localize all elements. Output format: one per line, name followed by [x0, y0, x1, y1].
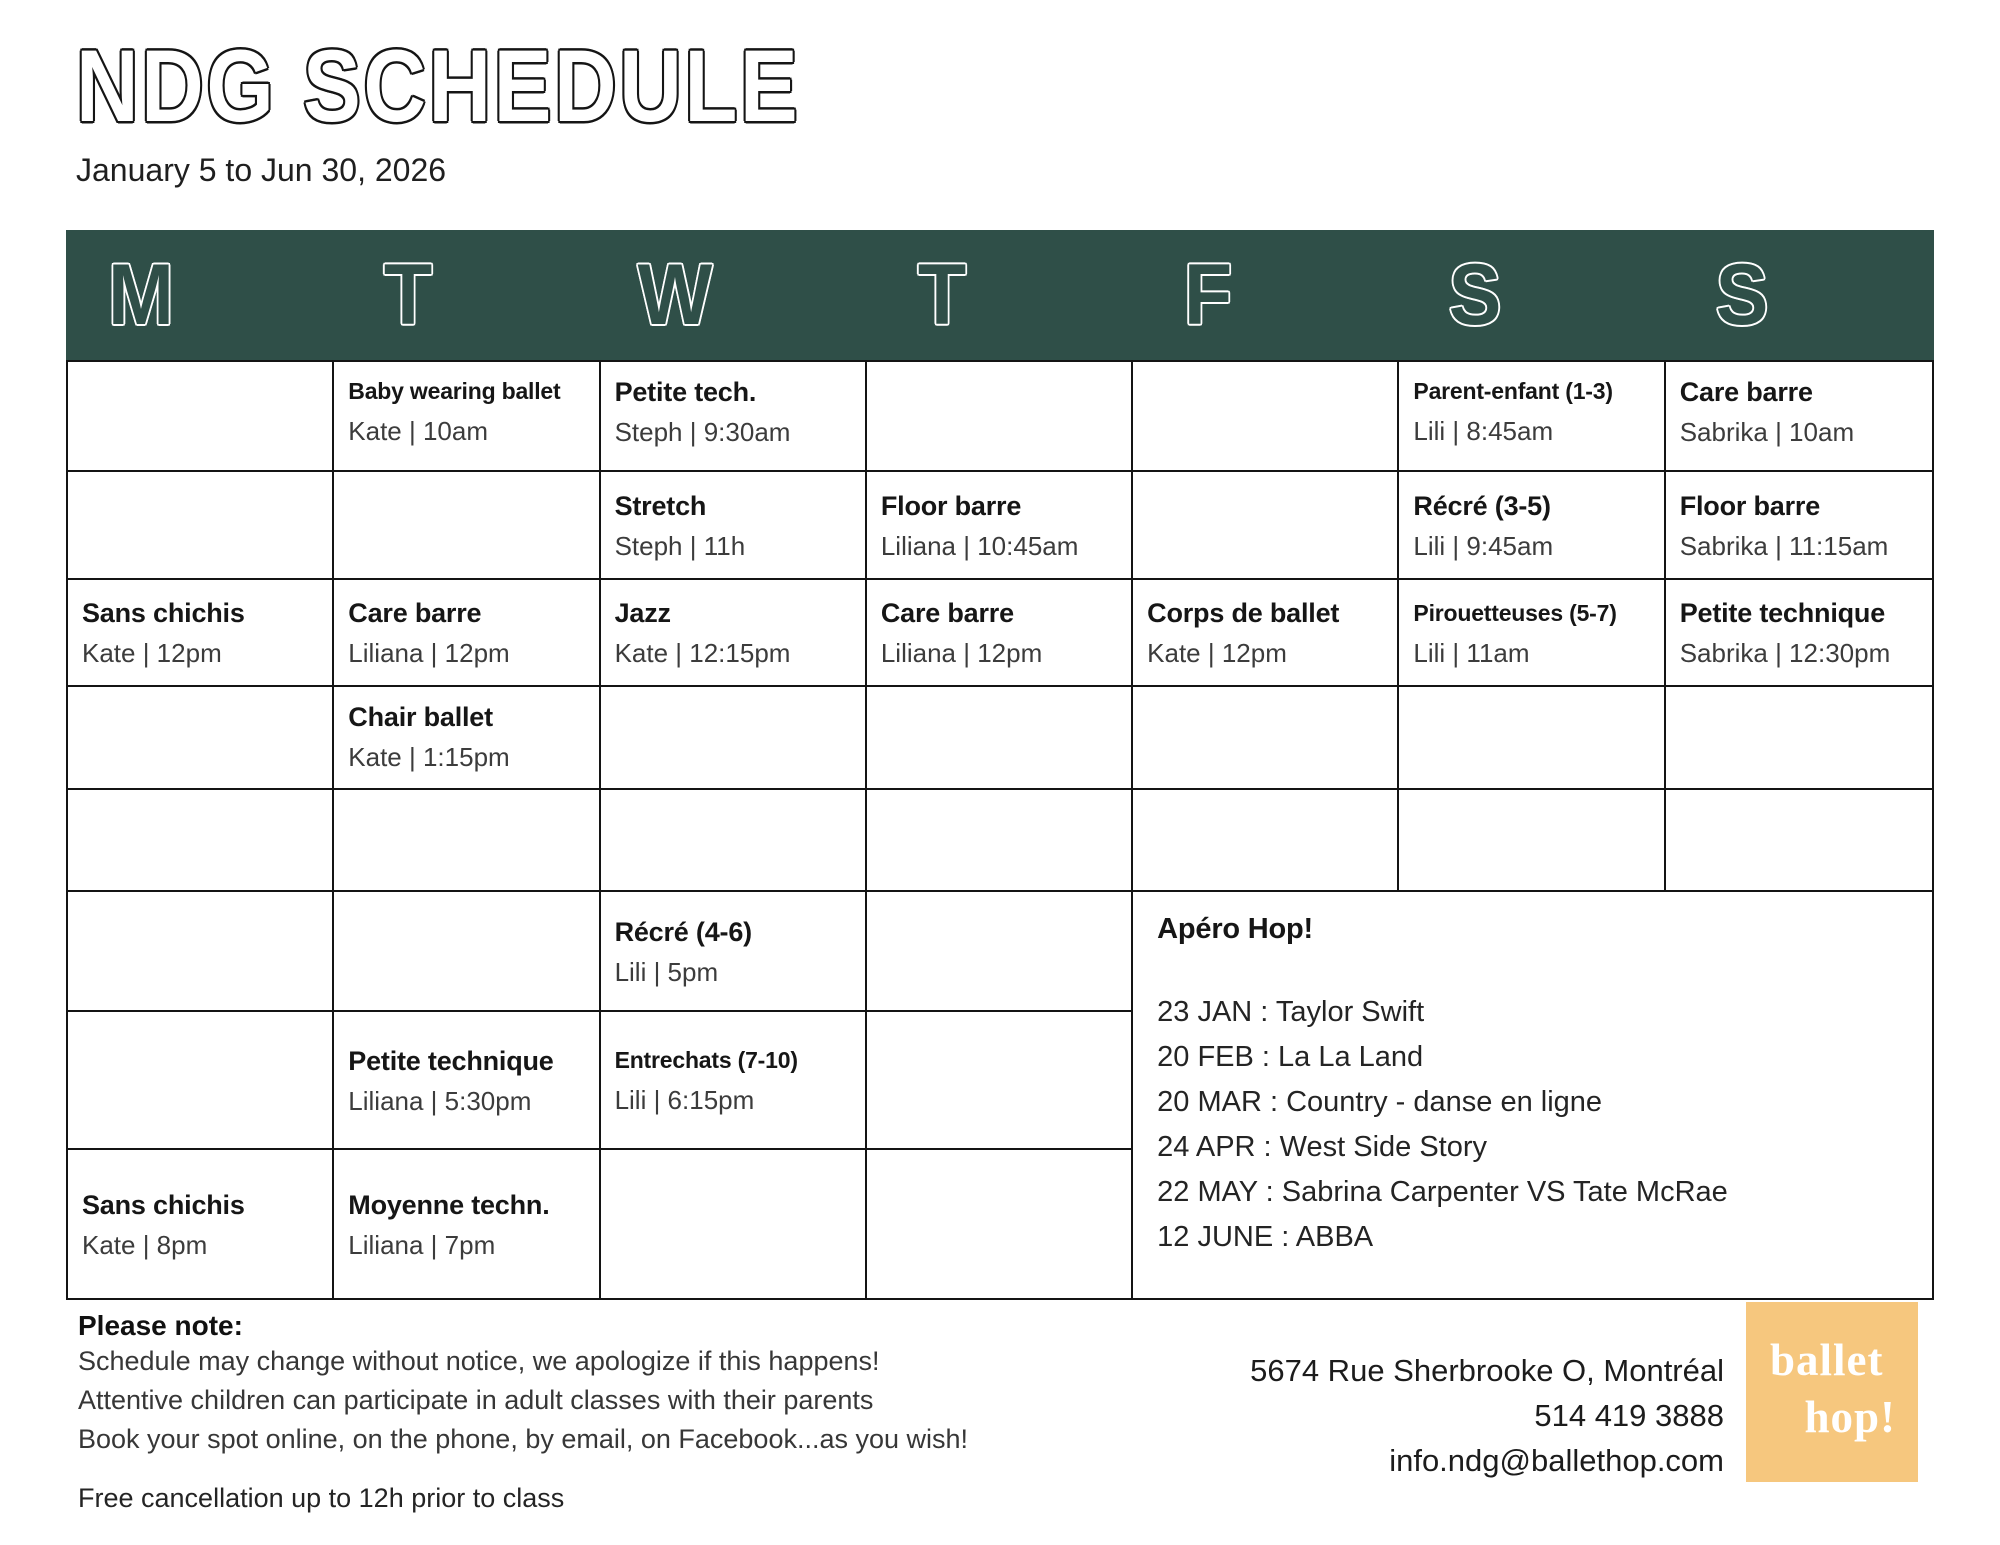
- schedule-cell: [1666, 362, 1932, 472]
- schedule-cell: [334, 362, 600, 472]
- day-header-band: [66, 230, 1934, 360]
- apero-event: 20 FEB : La La Land: [1157, 1041, 1424, 1073]
- class-title: Petite tech.: [614, 377, 757, 407]
- schedule-cell: [867, 790, 1133, 892]
- class-time: Kate | 12pm: [82, 638, 222, 668]
- day-header-sunday: [1667, 230, 1934, 360]
- class-title: Moyenne techn.: [348, 1189, 550, 1220]
- schedule-cell: [1133, 580, 1399, 687]
- class-time: Sabrika | 11:15am: [1679, 530, 1889, 561]
- schedule-cell: [68, 687, 334, 790]
- day-header-friday: [1133, 230, 1400, 360]
- schedule-cell: [68, 580, 334, 687]
- class-time: Kate | 12:15pm: [614, 638, 791, 668]
- schedule-cell: [1133, 687, 1399, 790]
- note-title: Please note:: [78, 1310, 243, 1341]
- schedule-cell: [1133, 790, 1399, 892]
- schedule-cell: [68, 1150, 334, 1298]
- day-letter: T: [383, 247, 433, 343]
- class-time: Kate | 10am: [348, 416, 489, 446]
- schedule-cell: [867, 687, 1133, 790]
- day-letter: F: [1184, 247, 1233, 343]
- class-title: Sans chichis: [82, 1189, 245, 1220]
- class-title: Parent-enfant (1-3): [1413, 378, 1613, 404]
- schedule-cell: [867, 362, 1133, 472]
- class-time: Liliana | 12pm: [348, 638, 510, 668]
- schedule-cell: [334, 790, 600, 892]
- class-time: Lili | 6:15pm: [614, 1085, 755, 1115]
- class-title: Entrechats (7-10): [614, 1047, 798, 1073]
- day-header-wednesday: [600, 230, 867, 360]
- class-title: Chair ballet: [348, 702, 493, 732]
- day-header-thursday: [867, 230, 1134, 360]
- apero-event: 20 MAR : Country - danse en ligne: [1157, 1086, 1603, 1118]
- note-line: Schedule may change without notice, we apologize if this happens!: [78, 1346, 880, 1376]
- day-header-monday: [66, 230, 333, 360]
- schedule-grid: [66, 360, 1934, 1300]
- contact-phone: 514 419 3888: [1534, 1398, 1724, 1433]
- schedule-cell: [1399, 687, 1665, 790]
- class-time: Steph | 9:30am: [614, 417, 791, 447]
- apero-event: 23 JAN : Taylor Swift: [1157, 996, 1425, 1028]
- schedule-cell: [1399, 472, 1665, 580]
- class-time: Kate | 1:15pm: [348, 742, 510, 772]
- schedule-cell: [867, 1012, 1133, 1150]
- class-title: Baby wearing ballet: [348, 378, 561, 404]
- logo-text-ballet: ballet: [1770, 1335, 1884, 1385]
- class-time: Kate | 12pm: [1147, 638, 1287, 668]
- class-title: Corps de ballet: [1147, 598, 1340, 628]
- class-title: Sans chichis: [82, 598, 245, 628]
- apero-event: 22 MAY : Sabrina Carpenter VS Tate McRae: [1157, 1176, 1728, 1208]
- day-letter: S: [1448, 247, 1502, 343]
- schedule-cell: [68, 790, 334, 892]
- notes-block: [78, 1310, 1078, 1514]
- schedule-cell: [601, 687, 867, 790]
- class-title: Floor barre: [880, 490, 1022, 521]
- class-title: Pirouetteuses (5-7): [1413, 599, 1617, 626]
- schedule-cell: [68, 472, 334, 580]
- schedule-cell: [334, 1150, 600, 1298]
- class-time: Lili | 5pm: [614, 956, 719, 987]
- schedule-cell: [601, 1012, 867, 1150]
- day-letter: S: [1715, 247, 1769, 343]
- schedule-cell: [334, 687, 600, 790]
- contact-email: info.ndg@ballethop.com: [1389, 1443, 1724, 1478]
- note-line: Book your spot online, on the phone, by email, on Facebook...as you wish!: [78, 1424, 969, 1454]
- contact-block: [1250, 1348, 1724, 1483]
- schedule-cell: [68, 1012, 334, 1150]
- schedule-cell: [1399, 362, 1665, 472]
- contact-address: 5674 Rue Sherbrooke O, Montréal: [1250, 1353, 1724, 1388]
- schedule-cell: [867, 1150, 1133, 1298]
- class-title: Récré (4-6): [614, 916, 752, 947]
- schedule-cell: [1133, 472, 1399, 580]
- class-title: Petite technique: [348, 1045, 554, 1076]
- schedule-cell: [1133, 362, 1399, 472]
- schedule-cell: [867, 580, 1133, 687]
- day-letter: T: [917, 247, 966, 343]
- schedule-cell: [1666, 790, 1932, 892]
- class-title: Care barre: [1679, 377, 1813, 407]
- schedule-cell: [334, 1012, 600, 1150]
- class-time: Lili | 11am: [1413, 637, 1530, 668]
- schedule-cell: [601, 580, 867, 687]
- day-header-saturday: [1400, 230, 1667, 360]
- class-time: Liliana | 7pm: [348, 1229, 496, 1260]
- schedule-cell: [1399, 580, 1665, 687]
- schedule-cell: [601, 790, 867, 892]
- schedule-cell: [334, 472, 600, 580]
- class-time: Liliana | 12pm: [880, 638, 1043, 668]
- schedule-cell: [1399, 790, 1665, 892]
- class-title: Jazz: [614, 598, 671, 628]
- class-time: Steph | 11h: [614, 530, 746, 561]
- apero-event: 24 APR : West Side Story: [1157, 1131, 1488, 1163]
- class-title: Petite technique: [1679, 598, 1886, 628]
- class-time: Liliana | 10:45am: [880, 530, 1079, 561]
- ballet-hop-logo: [1746, 1302, 1918, 1482]
- apero-hop-cell: [1133, 892, 1932, 1298]
- day-letter: W: [637, 247, 713, 343]
- schedule-cell: [601, 1150, 867, 1298]
- schedule-cell: [334, 580, 600, 687]
- schedule-cell: [867, 892, 1133, 1012]
- cancellation-note: Free cancellation up to 12h prior to class: [78, 1483, 565, 1513]
- apero-hop-title: Apéro Hop!: [1157, 913, 1314, 945]
- class-title: Floor barre: [1679, 490, 1821, 521]
- schedule-cell: [334, 892, 600, 1012]
- header: [76, 29, 928, 189]
- day-letter: M: [108, 247, 174, 343]
- page-subtitle: January 5 to Jun 30, 2026: [76, 152, 447, 188]
- class-time: Lili | 8:45am: [1413, 416, 1554, 446]
- note-line: Attentive children can participate in adult classes with their parents: [78, 1385, 874, 1415]
- class-time: Liliana | 5:30pm: [348, 1085, 532, 1116]
- class-time: Kate | 8pm: [82, 1229, 208, 1260]
- schedule-cell: [601, 892, 867, 1012]
- class-time: Lili | 9:45am: [1413, 530, 1554, 561]
- schedule-cell: [1666, 580, 1932, 687]
- apero-event: 12 JUNE : ABBA: [1157, 1221, 1374, 1253]
- day-header-tuesday: [333, 230, 600, 360]
- logo-text-hop: hop!: [1804, 1392, 1896, 1442]
- class-title: Care barre: [880, 598, 1014, 628]
- apero-hop-events: [1157, 990, 1908, 1260]
- schedule-cell: [601, 472, 867, 580]
- schedule-cell: [68, 892, 334, 1012]
- class-time: Sabrika | 12:30pm: [1679, 638, 1891, 668]
- schedule-cell: [867, 472, 1133, 580]
- class-title: Care barre: [348, 598, 482, 628]
- class-title: Stretch: [614, 490, 707, 521]
- schedule-cell: [68, 362, 334, 472]
- class-title: Récré (3-5): [1413, 490, 1551, 521]
- schedule-cell: [601, 362, 867, 472]
- page-title: NDG SCHEDULE: [76, 29, 801, 143]
- schedule-cell: [1666, 472, 1932, 580]
- class-time: Sabrika | 10am: [1679, 417, 1855, 447]
- schedule-cell: [1666, 687, 1932, 790]
